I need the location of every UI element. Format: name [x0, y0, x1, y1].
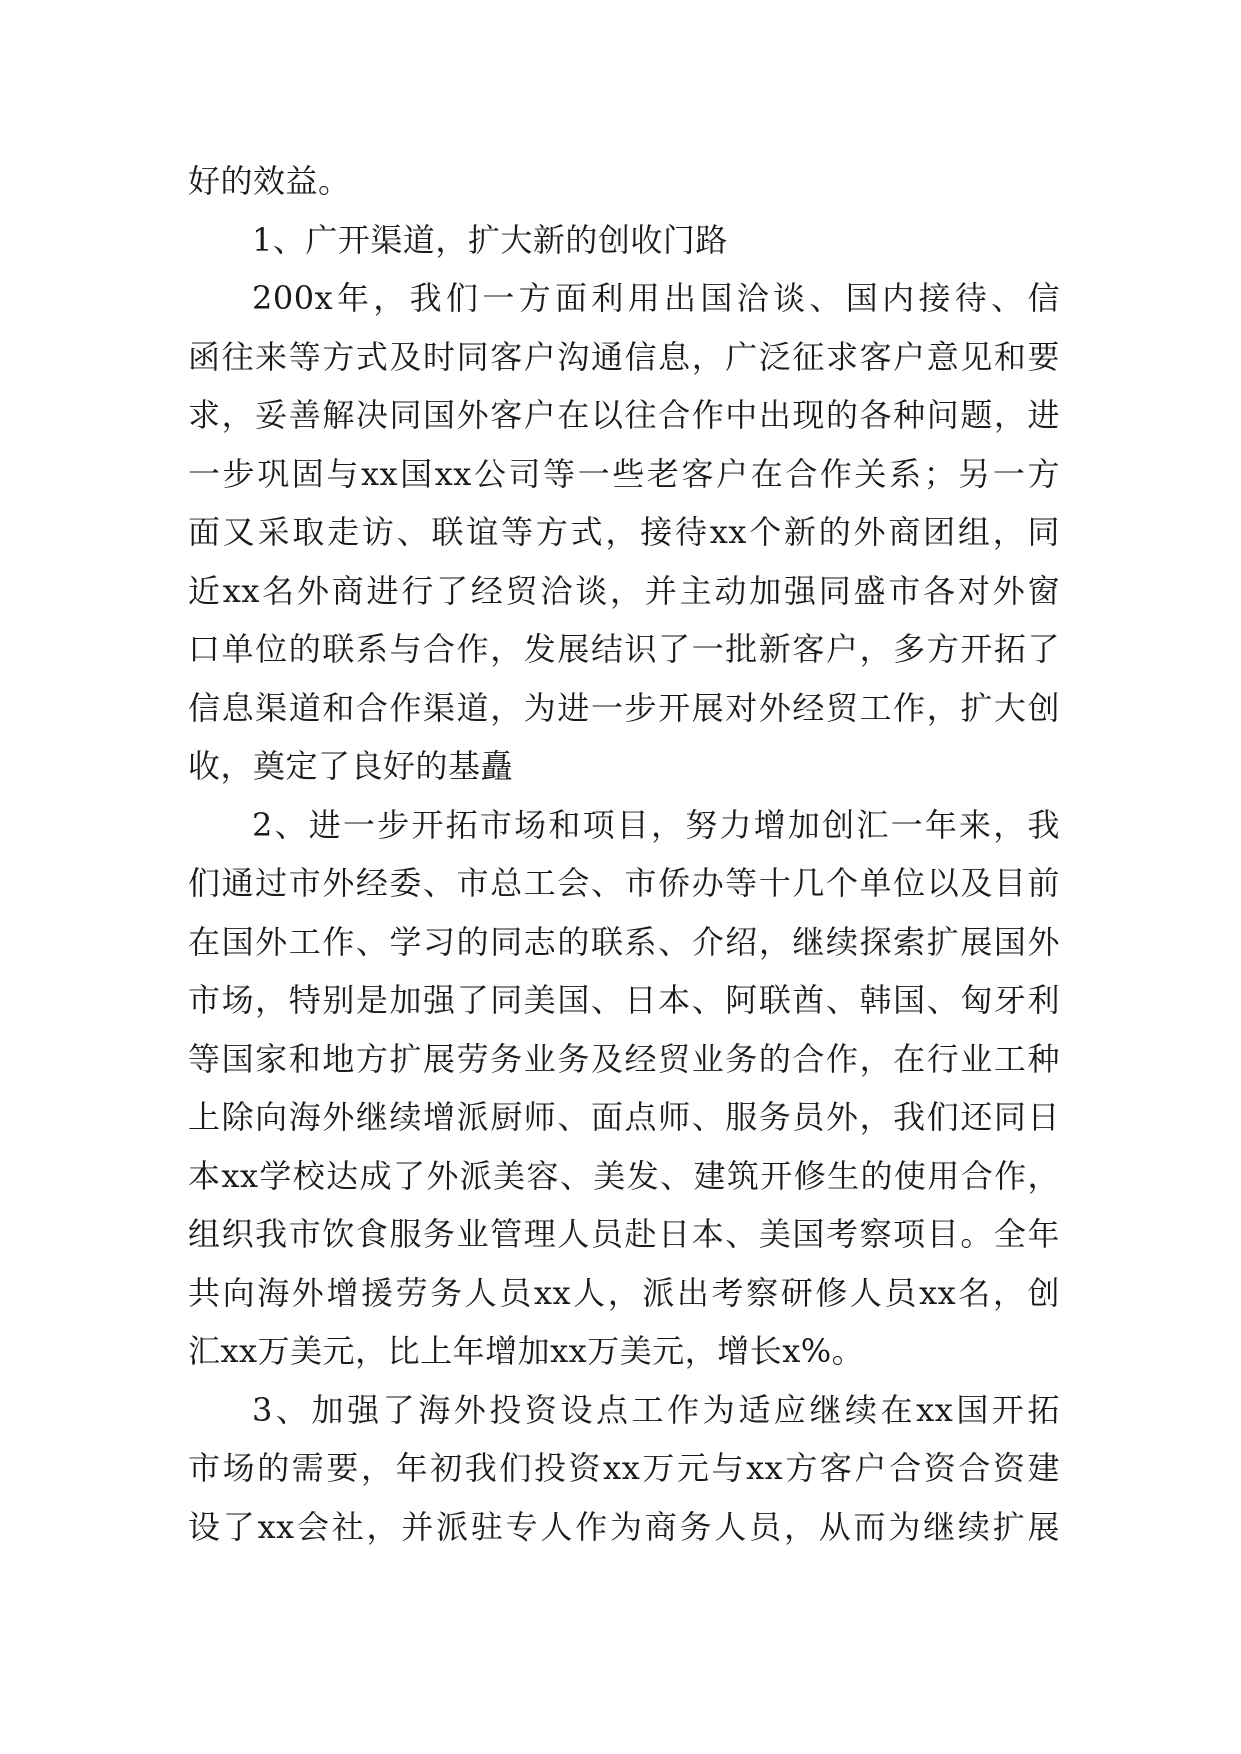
text-line: 上除向海外继续增派厨师、面点师、服务员外，我们还同日: [188, 1098, 1060, 1136]
text-line: 本xx学校达成了外派美容、美发、建筑开修生的使用合作，: [188, 1156, 1060, 1195]
text-line: 口单位的联系与合作，发展结识了一批新客户，多方开拓了: [188, 630, 1060, 668]
text-line: 2、进一步开拓市场和项目，努力增加创汇一年来，我: [252, 805, 1060, 844]
text-line: 等国家和地方扩展劳务业务及经贸业务的合作，在行业工种: [188, 1039, 1060, 1078]
text-line: 近xx名外商进行了经贸洽谈，并主动加强同盛市各对外窗: [188, 571, 1060, 610]
text-line: 共向海外增援劳务人员xx人，派出考察研修人员xx名，创: [188, 1273, 1060, 1312]
text-line: 200x年，我们一方面利用出国洽谈、国内接待、信: [252, 279, 1060, 317]
text-line: 组织我市饮食服务业管理人员赴日本、美国考察项目。全年: [188, 1215, 1060, 1253]
text-line: 信息渠道和合作渠道，为进一步开展对外经贸工作，扩大创: [188, 688, 1060, 727]
text-line: 市场，特别是加强了同美国、日本、阿联酋、韩国、匈牙利: [188, 981, 1060, 1019]
text-line: 3、加强了海外投资设点工作为适应继续在xx国开拓: [252, 1390, 1060, 1429]
text-line: 好的效益。: [188, 162, 351, 200]
text-line: 收，奠定了良好的基矗: [188, 747, 514, 785]
text-line: 设了xx会社，并派驻专人作为商务人员，从而为继续扩展: [188, 1507, 1060, 1546]
text-line: 市场的需要，年初我们投资xx万元与xx方客户合资合资建: [188, 1449, 1060, 1487]
document-body: [188, 152, 1060, 1556]
text-line: 们通过市外经委、市总工会、市侨办等十几个单位以及目前: [188, 864, 1060, 902]
text-line: 一步巩固与xx国xx公司等一些老客户在合作关系；另一方: [188, 454, 1060, 493]
text-line: 在国外工作、学习的同志的联系、介绍，继续探索扩展国外: [188, 922, 1060, 961]
text-line: 函往来等方式及时同客户沟通信息，广泛征求客户意见和要: [188, 337, 1060, 376]
text-line: 1、广开渠道，扩大新的创收门路: [252, 220, 728, 259]
text-line: 汇xx万美元，比上年增加xx万美元，增长x%。: [188, 1332, 865, 1370]
text-line: 求，妥善解决同国外客户在以往合作中出现的各种问题，进: [188, 396, 1060, 434]
text-line: 面又采取走访、联谊等方式，接待xx个新的外商团组，同: [188, 513, 1060, 551]
